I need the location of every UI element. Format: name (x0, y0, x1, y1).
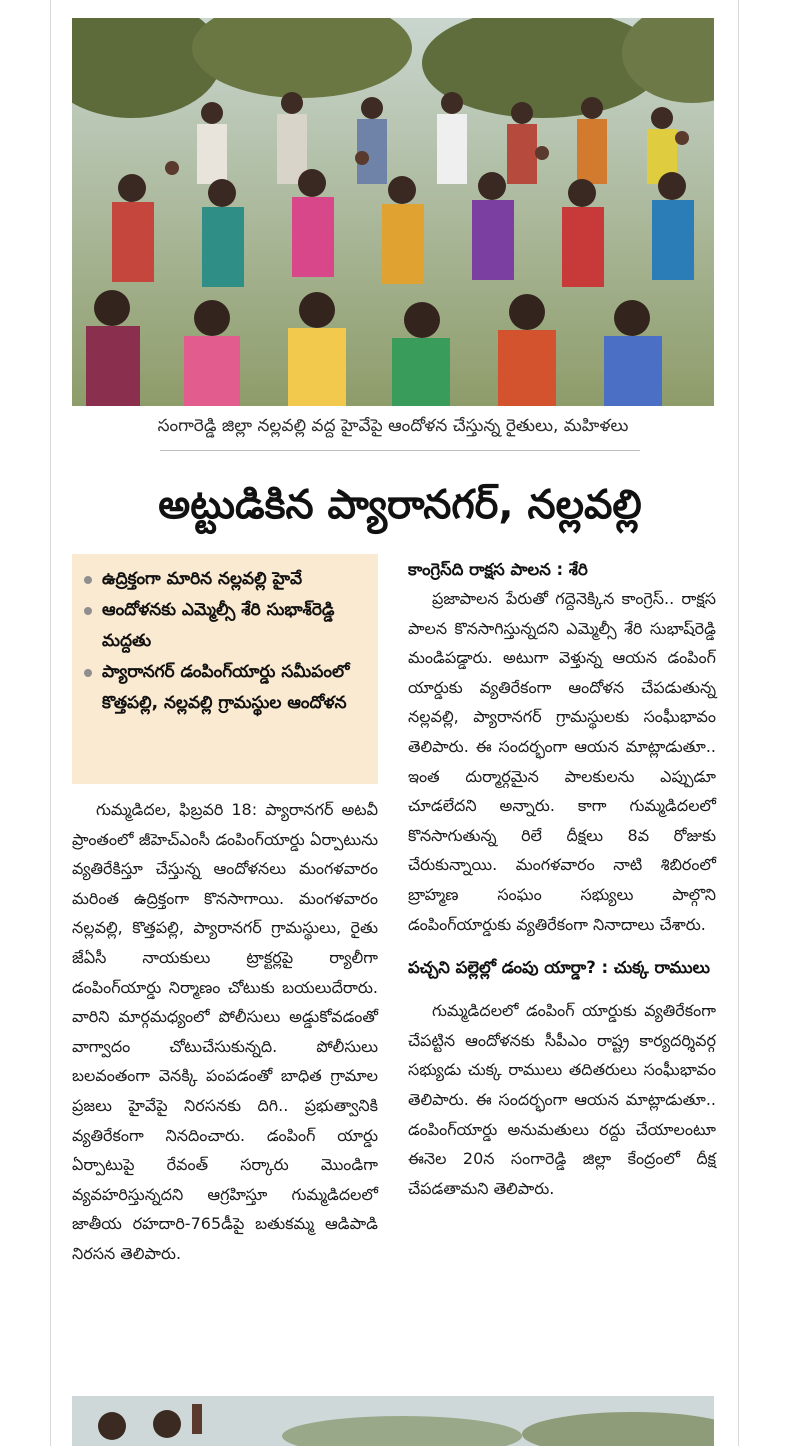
highlight-text: ఆందోళనకు ఎమ్మెల్సీ శేరి సుభాశ్‌రెడ్డి మద్దతు (102, 600, 335, 651)
highlights-box (72, 554, 378, 784)
bullet-icon (84, 669, 92, 677)
caption-divider (160, 450, 640, 451)
second-photo-illustration (72, 1396, 714, 1446)
article-column-left (72, 795, 378, 1269)
article-column-right (408, 555, 716, 1203)
protest-photo (72, 18, 714, 406)
article-main-body: గుమ్మడిదల, ఫిబ్రవరి 18: ప్యారానగర్ అటవీ ప్రాంతంలో జీహెచ్‌ఎంసీ డంపింగ్‌యార్డు ఏర్పాటును వ్యతిరేకిస్తూ చేస్తున్న ఆందోళనలు మంగళవారం మరింత ఉద్రిక్తంగా కొనసాగాయి. మంగళవారం నల్లవల్లి, కొత్తపల్లి, ప్యారానగర్ గ్రామస్థులు, రైతు జేఏసీ నాయకులు ట్రాక్టర్లపై ర్యాలీగా డంపింగ్‌యార్డు నిర్మాణం చోటుకు బయలుదేరారు. వారిని మార్గమధ్యంలో పోలీసులు అడ్డుకోవడంతో వాగ్వాదం చోటుచేసుకున్నది. పోలీసులు బలవంతంగా వెనక్కి పంపడంతో బాధిత గ్రామాల ప్రజలు హైవేపై నిరసనకు దిగి.. ప్రభుత్వానికి వ్యతిరేకంగా నినదించారు. డంపింగ్ యార్డు ఏర్పాటుపై రేవంత్ సర్కారు మొండిగా వ్యవహరిస్తున్నదని ఆగ్రహిస్తూ గుమ్మడిదలలో జాతీయ రహదారి-765డీపై బతుకమ్మ ఆడిపాడి నిరసన తెలిపారు. (72, 800, 378, 1263)
section-body-sheri: ప్రజాపాలన పేరుతో గద్దెనెక్కిన కాంగ్రెస్.. రాక్షస పాలన కొనసాగిస్తున్నదని ఎమ్మెల్సీ శేరి సుభాష్‌రెడ్డి మండిపడ్డారు. అటుగా వెళ్తున్న ఆయన డంపింగ్ యార్డుకు వ్యతిరేకంగా ఆందోళన చేపడుతున్న నల్లవల్లి, ప్యారానగర్ గ్రామస్థులకు సంఘీభావం తెలిపారు. ఈ సందర్భంగా ఆయన మాట్లాడుతూ.. ఇంత దుర్మార్గమైన పాలకులను ఎప్పుడూ చూడలేదని అన్నారు. కాగా గుమ్మడిదలలో కొనసాగుతున్న రిలే దీక్షలు 8వ రోజుకు చేరుకున్నాయి. మంగళవారం నాటి శిబిరంలో బ్రాహ్మణ సంఘం సభ్యులు పాల్గొని డంపింగ్‌యార్డుకు వ్యతిరేకంగా నినాదాలు చేశారు. (408, 589, 716, 934)
section-title-chukka-ramulu: పచ్చని పల్లెల్లో డంపు యార్డా? : చుక్క రాములు (408, 958, 710, 978)
bullet-icon (84, 576, 92, 584)
highlight-item (84, 595, 370, 657)
highlight-item (84, 657, 370, 719)
headline: అట్టుడికిన ప్యారానగర్, నల్లవల్లి (158, 482, 642, 528)
highlight-text: ఉద్రిక్తంగా మారిన నల్లవల్లి హైవే (102, 569, 303, 589)
second-photo (72, 1396, 714, 1446)
page-edge-left (50, 0, 51, 1446)
section-gap (408, 982, 716, 996)
section-body-chukka-ramulu: గుమ్మడిదలలో డంపింగ్ యార్డుకు వ్యతిరేకంగా చేపట్టిన ఆందోళనకు సీపీఎం రాష్ట్ర కార్యదర్శివర్గ సభ్యుడు చుక్క రాములు తదితరులు సంఘీభావం తెలిపారు. ఈ సందర్భంగా ఆయన మాట్లాడుతూ.. డంపింగ్‌యార్డు అనుమతులు రద్దు చేయాలంటూ ఈనెల 20న సంగారెడ్డి జిల్లా కేంద్రంలో దీక్ష చేపడతామని తెలిపారు. (408, 1001, 716, 1198)
page-edge-right (738, 0, 739, 1446)
highlight-text: ప్యారానగర్ డంపింగ్‌యార్డు సమీపంలో కొత్తపల్లి, నల్లవల్లి గ్రామస్థుల ఆందోళన (102, 662, 350, 713)
section-title-sheri: కాంగ్రెస్‌ది రాక్షస పాలన : శేరి (408, 560, 588, 579)
highlight-item (84, 564, 370, 595)
photo-caption: సంగారెడ్డి జిల్లా నల్లవల్లి వద్ద హైవేపై ఆందోళన చేస్తున్న రైతులు, మహిళలు (157, 416, 629, 436)
protest-photo-illustration (72, 18, 714, 406)
section-gap (408, 939, 716, 953)
bullet-icon (84, 607, 92, 615)
